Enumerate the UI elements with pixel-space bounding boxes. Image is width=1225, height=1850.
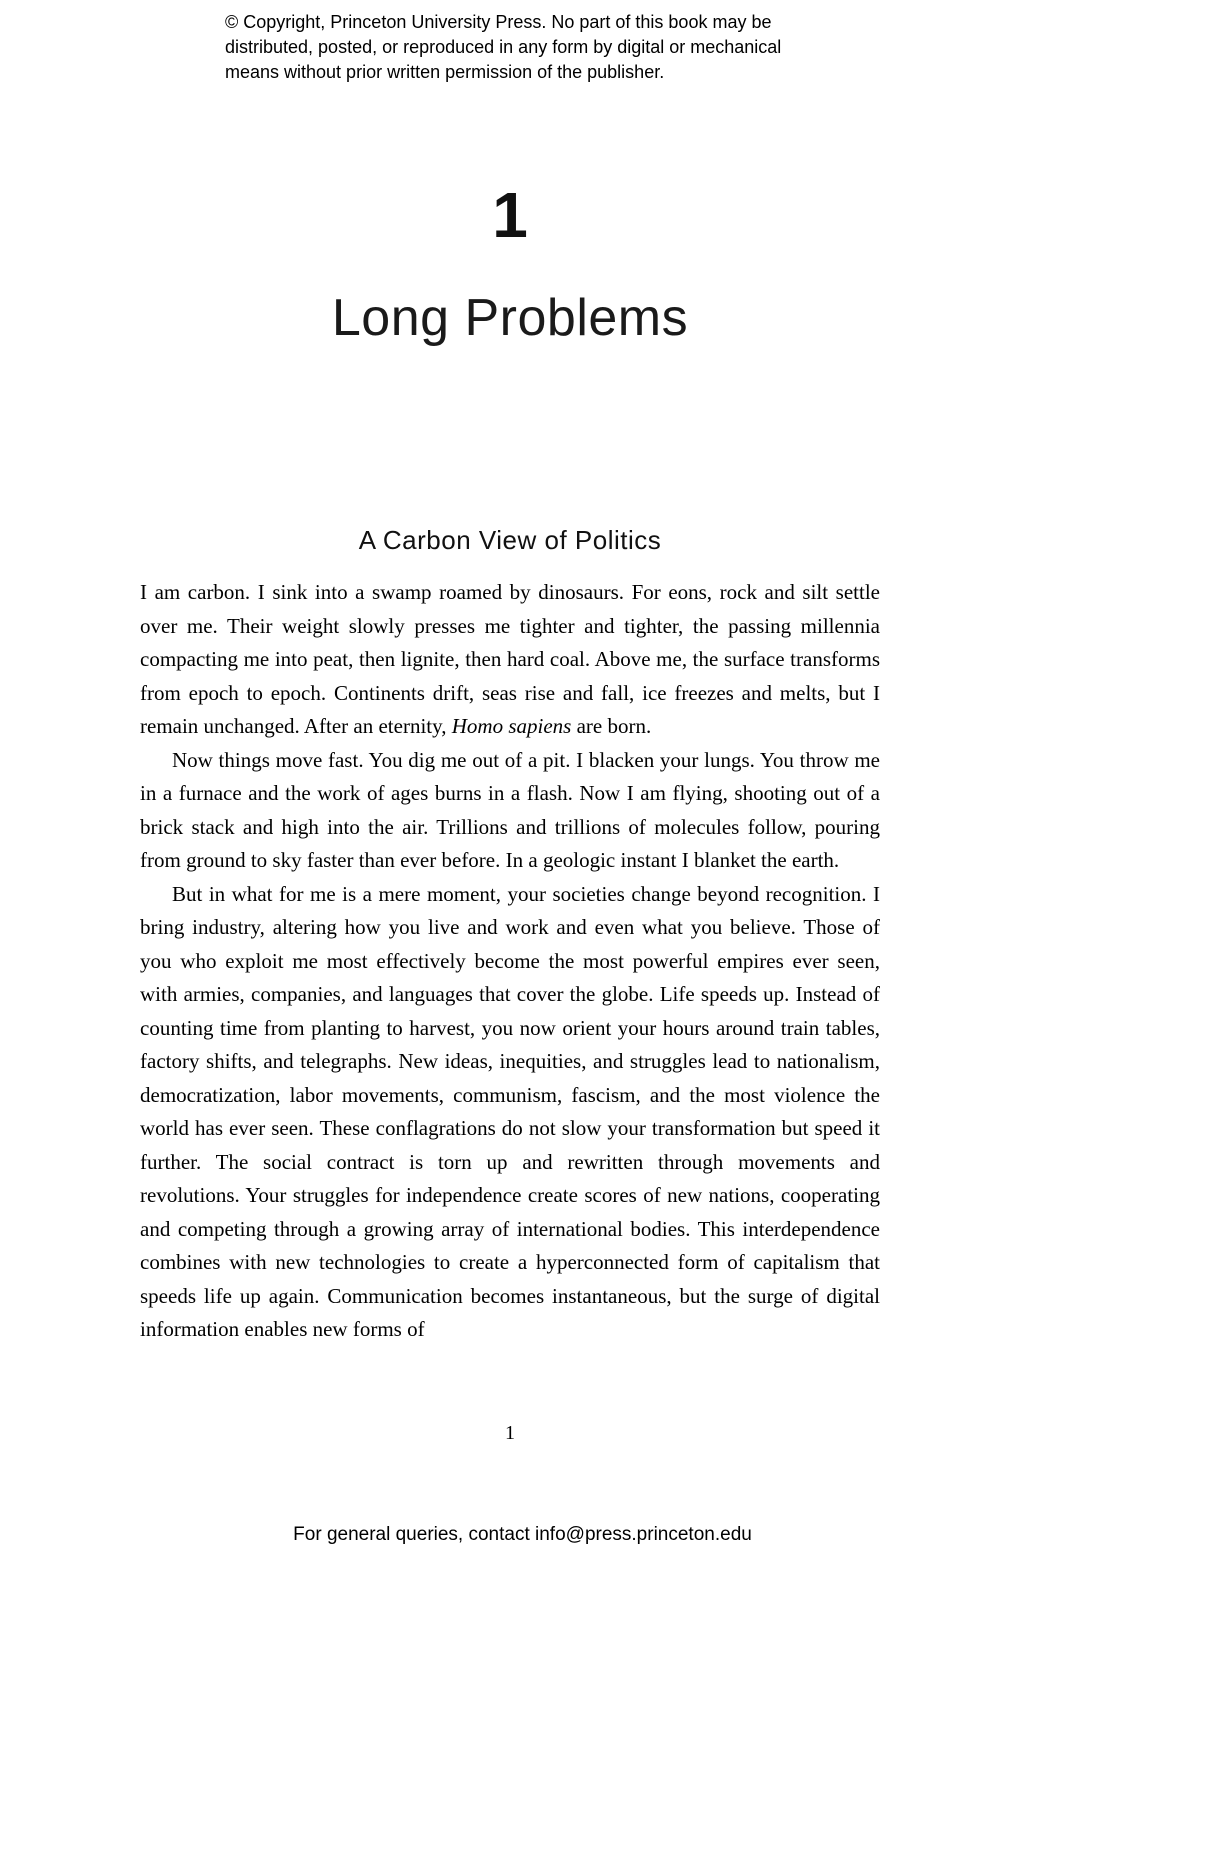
paragraph-1-text: I am carbon. I sink into a swamp roamed by dinosaurs. For eons, rock and silt settle over me. Their weight slowly presses me tighter and tighter, the passing millennia compacting me into peat, then lignite, then hard coal. Above me, the surface transforms from epoch to epoch. Continents drift, seas rise and fall, ice freezes and melts, but I remain unchanged. After an eternity, — [140, 580, 880, 738]
body-text — [140, 576, 880, 1347]
paragraph-1-text-end: are born. — [571, 714, 652, 738]
paragraph-2: Now things move fast. You dig me out of a pit. I blacken your lungs. You throw me in a furnace and the work of ages burns in a flash. Now I am flying, shooting out of a brick stack and high into the air. Trillions and trillions of molecules follow, pouring from ground to sky faster than ever before. In a geologic instant I blanket the earth. — [140, 747, 880, 872]
paragraph-3: But in what for me is a mere moment, your societies change beyond recognition. I bring industry, altering how you live and work and even what you believe. Those of you who exploit me most effectively become the most powerful empires ever seen, with armies, companies, and languages that cover the globe. Life speeds up. Instead of counting time from planting to harvest, you now orient your hours around train tables, factory shifts, and telegraphs. New ideas, inequities, and struggles lead to nationalism, democratization, labor movements, communism, fascism, and the most violence the world has ever seen. These conflagrations do not slow your transformation but speed it further. The social contract is torn up and rewritten through movements and revolutions. Your struggles for independence create scores of new nations, cooperating and competing through a growing array of international bodies. This interdependence combines with new technologies to create a hyperconnected form of capitalism that speeds life up again. Communication becomes instantaneous, but the surge of digital information enables new forms of — [140, 881, 880, 1341]
footer-contact-note: For general queries, contact info@press.princeton.edu — [293, 1524, 752, 1545]
paragraph-1 — [140, 576, 880, 744]
page-number: 1 — [505, 1422, 515, 1444]
section-heading: A Carbon View of Politics — [358, 525, 662, 555]
copyright-notice: © Copyright, Princeton University Press. No part of this book may be distributed, posted, or reproduced in any form by digital or mechanical means without prior written permission of the publisher. — [225, 12, 782, 82]
chapter-number: 1 — [492, 179, 528, 251]
chapter-title: Long Problems — [331, 289, 689, 347]
paragraph-1-italic-phrase: Homo sapiens — [451, 714, 572, 738]
